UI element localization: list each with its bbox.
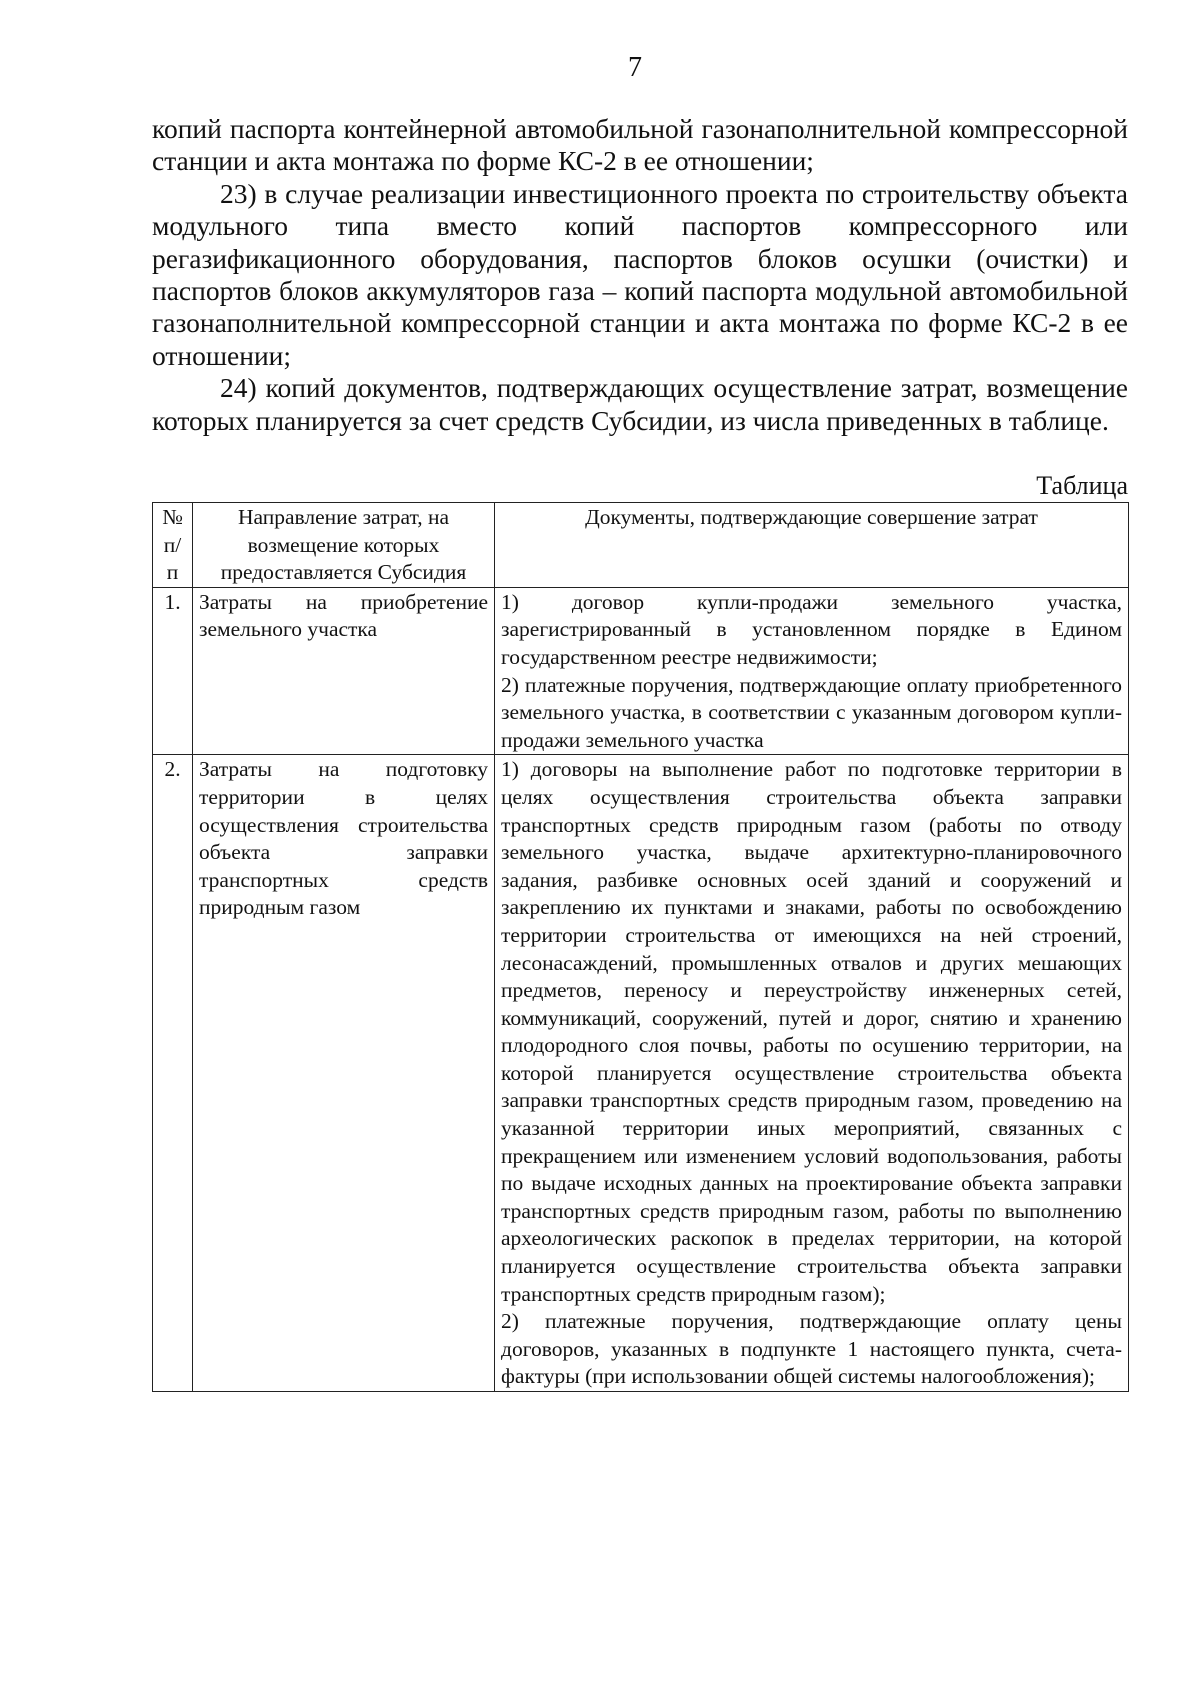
paragraph-continuation: копий паспорта контейнерной автомобильной газонаполнительной компрессорной станции и акта монтажа по форме КС-2 в ее отношении;: [152, 113, 1128, 177]
header-documents: Документы, подтверждающие совершение затрат: [495, 503, 1129, 588]
document-item: 1) договор купли-продажи земельного участка, зарегистрированный в установленном порядке в Едином государственном реестре недвижимости;: [501, 589, 1122, 669]
row-documents: [495, 755, 1129, 1392]
row-documents: [495, 587, 1129, 755]
row-direction: Затраты на приобретение земельного участка: [193, 587, 495, 755]
table-header-row: [153, 503, 1129, 588]
table-row: [153, 755, 1129, 1392]
page-number: 7: [628, 52, 642, 83]
body-text: [152, 113, 1128, 437]
paragraph-item-24: 24) копий документов, подтверждающих осуществление затрат, возмещение которых планируется за счет средств Субсидии, из числа приведенных в таблице.: [152, 372, 1128, 436]
table-row: [153, 587, 1129, 755]
table-caption: Таблица: [1036, 471, 1128, 500]
header-num-line1: №: [162, 505, 183, 529]
header-direction: Направление затрат, на возмещение которых предоставляется Субсидия: [193, 503, 495, 588]
row-number: 1.: [153, 587, 193, 755]
header-num-line2: п/п: [163, 532, 182, 585]
cost-documents-table: [152, 502, 1129, 1392]
header-num: [153, 503, 193, 588]
paragraph-item-23: 23) в случае реализации инвестиционного проекта по строительству объекта модульного типа вместо копий паспортов компрессорного или регазификационного оборудования, паспортов блоков осушки (очистки) и паспортов блоков аккумуляторов газа – копий паспорта модульной автомобильной газонаполнительной компрессорной станции и акта монтажа по форме КС-2 в ее отношении;: [152, 177, 1128, 371]
row-direction: Затраты на подготовку территории в целях осуществления строительства объекта заправки транспортных средств природным газом: [193, 755, 495, 1392]
document-item: 2) платежные поручения, подтверждающие оплату цены договоров, указанных в подпункте 1 настоящего пункта, счета-фактуры (при использовании общей системы налогообложения);: [501, 1309, 1122, 1389]
row-number: 2.: [153, 755, 193, 1392]
document-item: 2) платежные поручения, подтверждающие оплату приобретенного земельного участка, в соответствии с указанным договором купли-продажи земельного участка: [501, 672, 1122, 752]
document-item: 1) договоры на выполнение работ по подготовке территории в целях осуществления строительства объекта заправки транспортных средств природным газом (работы по отводу земельного участка, выдаче архитектурно-планировочного задания, разбивке основных осей зданий и сооружений и закреплению их пунктами и знаками, работы по освобождению территории строительства от имеющихся на ней строений, лесонасаждений, промышленных отвалов и других мешающих предметов, переносу и переустройству инженерных сетей, коммуникаций, сооружений, путей и дорог, снятию и хранению плодородного слоя почвы, работы по осушению территории, на которой планируется осуществление строительства объекта заправки транспортных средств природным газом, проведению на указанной территории иных мероприятий, связанных с прекращением или изменением условий водопользования, работы по выдаче исходных данных на проектирование объекта заправки транспортных средств природным газом, работы по выполнению археологических раскопок в пределах территории, на которой планируется осуществление строительства объекта заправки транспортных средств природным газом);: [501, 757, 1122, 1306]
